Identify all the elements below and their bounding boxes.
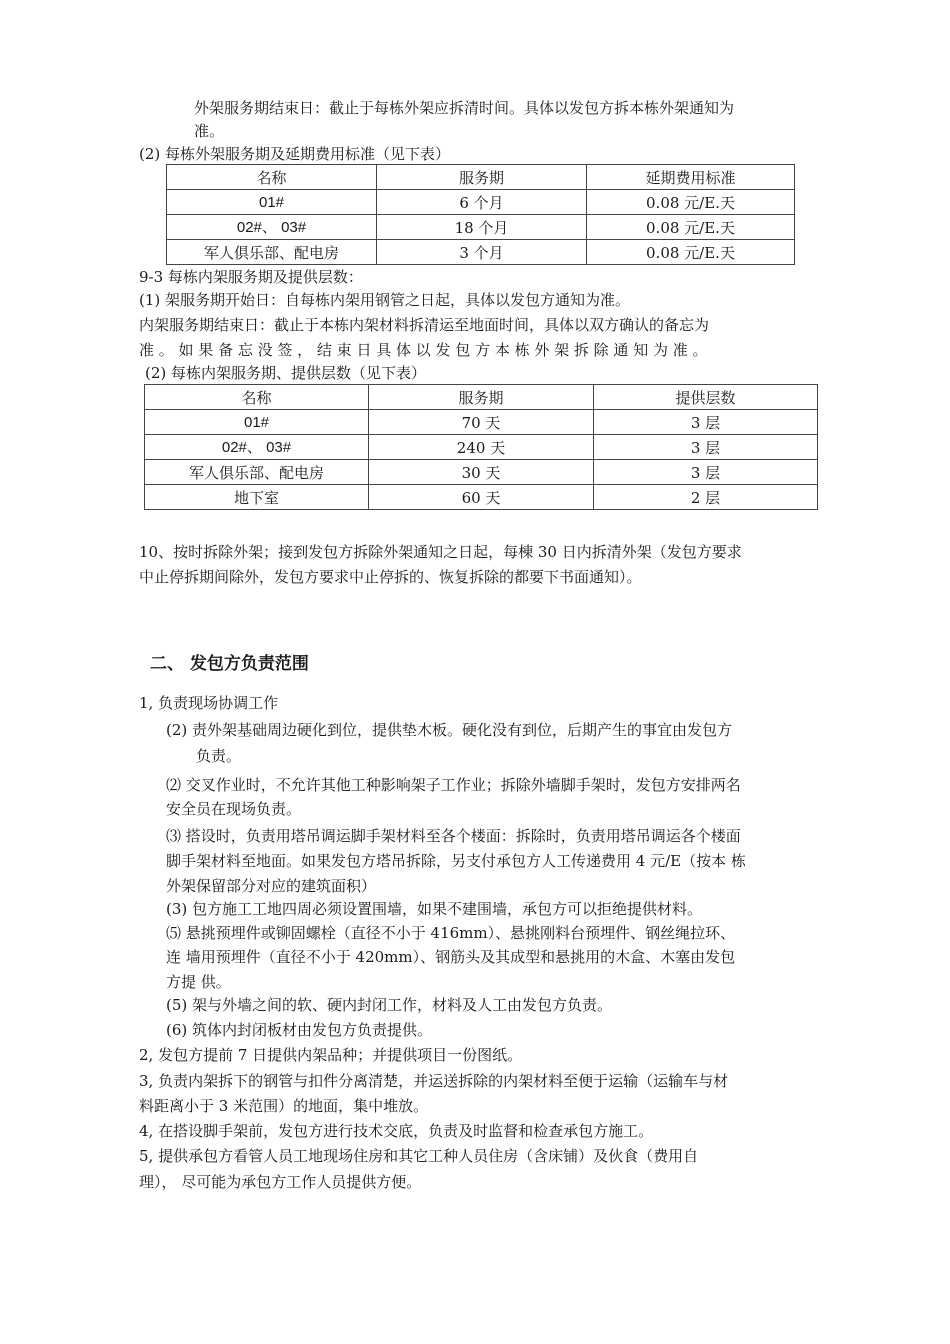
table-cell: 地下室 [145,485,369,510]
inner-start-line: (1) 架服务期开始日：自每栋内架用钢管之日起，具体以发包方通知为准。 [139,291,631,309]
table-row [145,410,818,435]
table-cell: 02#、 03# [145,435,369,460]
item-10-line-cont: 中止停拆期间除外，发包方要求中止停拆的、恢复拆除的都要下书面通知）。 [139,568,642,586]
sub-item-3: ⑶ 搭设时，负责用塔吊调运脚手架材料至各个楼面：拆除时，负责用塔吊调运各个楼面 [166,827,741,845]
table-cell: 01# [145,410,369,435]
item-5-cont: 理）， 尽可能为承包方工作人员提供方便。 [139,1173,422,1191]
sub-item-1-cont: 负责。 [196,747,242,765]
table-cell: 70 天 [369,410,594,435]
table-cell: 3 层 [594,435,818,460]
sub-item-3-cont: 脚手架材料至地面。如果发包方塔吊拆除，另支付承包方人工传递费用 4 元/E（按本 栋 [166,852,746,870]
service-end-line-cont: 准。 [194,122,225,140]
table-row [167,215,795,240]
item-3: 3, 负责内架拆下的钢管与扣件分离清楚，并运送拆除的内架材料至便于运输（运输车与材 [139,1072,729,1090]
sub-item-3-cont2: 外架保留部分对应的建筑面积） [166,877,377,895]
sub-item-5-cont2: 方提 供。 [166,973,231,991]
table-cell: 0.08 元/E.天 [587,240,795,265]
item-2: 2, 发包方提前 7 日提供内架品种；并提供项目一份图纸。 [139,1046,523,1064]
table-cell: 01# [167,190,377,215]
table-header-row [145,385,818,410]
table-cell: 2 层 [594,485,818,510]
table-cell: 60 天 [369,485,594,510]
inner-end-line-cont: 准 。 如 果 备 忘 没 签 ， 结 束 日 具 体 以 发 包 方 本 栋 外 架 拆 除 通 知 为 准 。 [139,341,708,359]
table-cell: 3 层 [594,410,818,435]
sub-item-5: ⑸ 悬挑预埋件或铆固螺栓（直径不小于 416mm）、悬挑刚料台预埋件、钢丝绳拉环、 [166,924,736,942]
table-header-row [167,165,795,190]
sub-item-6: (5) 架与外墙之间的软、硬内封闭工作，材料及人工由发包方负责。 [166,996,613,1014]
header-cell: 提供层数 [594,385,818,410]
item-4: 4, 在搭设脚手架前，发包方进行技术交底，负责及时监督和检查承包方施工。 [139,1122,654,1140]
table-row [145,460,818,485]
table-cell: 军人俱乐部、配电房 [167,240,377,265]
section-2-heading: 二、 发包方负责范围 [150,654,309,674]
header-cell: 名称 [167,165,377,190]
sub-item-1: (2) 责外架基础周边硬化到位，提供垫木板。硬化没有到位，后期产生的事宜由发包方 [166,721,733,739]
inner-service-table [144,384,818,510]
table-row [167,240,795,265]
item-10-line: 10、按时拆除外架；接到发包方拆除外架通知之日起，每棟 30 日内拆清外架（发包方要求 [139,543,742,561]
table-cell: 0.08 元/E.天 [587,190,795,215]
inner-end-line: 内架服务期结束日：截止于本栋内架材料拆清运至地面时间，具体以双方确认的备忘为 [139,316,710,334]
sub-item-2: ⑵ 交叉作业时，不允许其他工种影响架子工作业；拆除外墙脚手架时，发包方安排两名 [166,776,741,794]
sub-item-5-cont: 连 墙用预埋件（直径不小于 420mm）、钢筋头及其成型和悬挑用的木盒、木塞由发包 [166,948,736,966]
table-cell: 3 层 [594,460,818,485]
header-cell: 服务期 [377,165,587,190]
table-cell: 18 个月 [377,215,587,240]
table-cell: 6 个月 [377,190,587,215]
table-cell: 30 天 [369,460,594,485]
item-1-title: 1, 负责现场协调工作 [139,694,279,712]
table-row [145,435,818,460]
header-cell: 延期费用标准 [587,165,795,190]
inner-table-title: (2) 每栋内架服务期、提供层数（见下表） [145,364,427,382]
header-cell: 服务期 [369,385,594,410]
table-row [145,485,818,510]
table-cell: 0.08 元/E.天 [587,215,795,240]
item-5: 5, 提供承包方看管人员工地现场住房和其它工种人员住房（含床铺）及伙食（费用自 [139,1147,699,1165]
table-cell: 240 天 [369,435,594,460]
header-cell: 名称 [145,385,369,410]
table-cell: 02#、 03# [167,215,377,240]
table-cell: 3 个月 [377,240,587,265]
sub-item-2-cont: 安全员在现场负责。 [166,800,302,818]
table-row [167,190,795,215]
table-cell: 军人俱乐部、配电房 [145,460,369,485]
sub-item-4: (3) 包方施工工地四周必须设置围墙，如果不建围墙，承包方可以拒绝提供材料。 [166,900,703,918]
outer-service-table [166,164,795,265]
item-3-cont: 料距离小于 3 米范围）的地面，集中堆放。 [139,1097,429,1115]
sub-item-7: (6) 筑体内封闭板材由发包方负责提供。 [166,1021,433,1039]
outer-table-title: (2) 每栋外架服务期及延期费用标准（见下表） [139,145,451,163]
service-end-line: 外架服务期结束日：截止于每栋外架应拆清时间。具体以发包方拆本栋外架通知为 [194,99,735,117]
inner-section-title: 9-3 每栋内架服务期及提供层数： [139,268,363,286]
